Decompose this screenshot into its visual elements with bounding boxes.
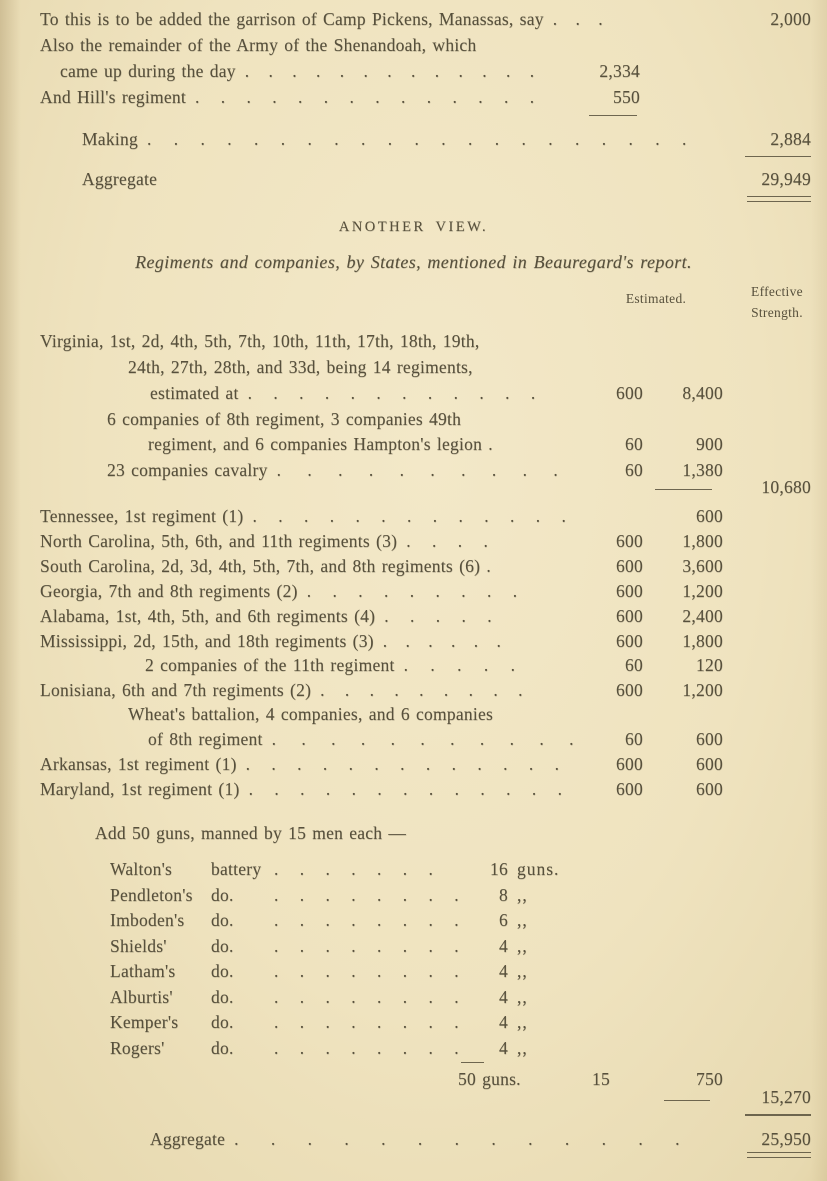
effective-value: 1,380 — [682, 460, 723, 480]
gun-count: 4 — [499, 1038, 508, 1058]
dot-leader: . . . . . . . . . — [306, 581, 518, 601]
dot-leader: . . . . . . . . — [274, 910, 459, 930]
entry-label: of 8th regiment — [148, 729, 263, 749]
entry-label: came up during the day — [60, 61, 236, 81]
entry-label: Arkansas, 1st regiment (1) — [40, 754, 237, 774]
dot-leader: . . . . . . . . . . — [276, 460, 558, 480]
dot-leader: . . . . . . . . . . . . . — [245, 754, 560, 774]
dot-leader: . . . . . . . . . . . . . — [252, 506, 566, 526]
battery-row — [0, 935, 827, 959]
table-row — [0, 753, 827, 777]
table-row — [0, 605, 827, 629]
battery-row — [0, 960, 827, 984]
estimated-value: 600 — [616, 779, 643, 799]
effective-value: 900 — [696, 434, 723, 454]
dot-leader: . . . . . . . . . . . . . — [234, 1129, 680, 1149]
entry-label: 24th, 27th, 28th, and 33d, being 14 regiments, — [128, 357, 473, 377]
entry-label: Tennessee, 1st regiment (1) — [40, 506, 244, 526]
battery-ditto: do. — [211, 910, 234, 930]
battery-row — [0, 986, 827, 1010]
amount-value: 25,950 — [761, 1129, 811, 1149]
gun-count: 4 — [499, 1012, 508, 1032]
dot-leader: . . . . . . . . . . . . . — [244, 61, 535, 81]
table-row — [0, 778, 827, 802]
table-row — [0, 555, 827, 579]
subtotal-row — [0, 1086, 827, 1110]
column-header-estimated: Estimated. — [625, 291, 687, 306]
entry-label: Wheat's battalion, 4 companies, and 6 companies — [128, 704, 494, 724]
effective-value: 600 — [696, 754, 723, 774]
battery-ditto: do. — [211, 987, 234, 1007]
estimated-value: 600 — [616, 606, 643, 626]
table-row — [0, 356, 827, 380]
dot-leader: . . . . . . — [382, 631, 501, 651]
gun-unit: ,, — [517, 961, 528, 981]
dot-leader: . . . . . — [384, 606, 492, 626]
section-heading: ANOTHER VIEW. — [338, 219, 489, 235]
amount-value: 2,884 — [770, 129, 811, 149]
entry-label: Making — [82, 129, 138, 149]
entry-label: 6 companies of 8th regiment, 3 companies 49th — [107, 409, 462, 429]
gun-count: 8 — [499, 885, 508, 905]
entry-label: Also the remainder of the Army of the Shenandoah, which — [40, 35, 477, 55]
entry-row — [0, 60, 827, 84]
gun-unit: guns. — [517, 859, 560, 879]
entry-row — [0, 86, 827, 110]
entry-label: To this is to be added the garrison of Camp Pickens, Manassas, say — [40, 9, 544, 29]
table-row — [0, 330, 827, 354]
effective-value: 8,400 — [682, 383, 723, 403]
estimated-value: 60 — [625, 655, 643, 675]
table-row — [0, 408, 827, 432]
entry-label: estimated at — [150, 383, 239, 403]
total-value: 10,680 — [761, 477, 811, 497]
gun-count: 6 — [499, 910, 508, 930]
column-header-effective-line1: Effective — [751, 284, 803, 299]
dot-leader: . . . . . . . . — [274, 1012, 459, 1032]
dot-leader: . . . . . . . . — [274, 961, 459, 981]
guns-intro: Add 50 guns, manned by 15 men each — — [95, 823, 407, 843]
entry-label: Alabama, 1st, 4th, 5th, and 6th regiments (4) — [40, 606, 376, 626]
table-row — [0, 505, 827, 529]
estimated-value: 600 — [616, 754, 643, 774]
gun-unit: ,, — [517, 1038, 528, 1058]
amount-value: 550 — [613, 87, 640, 107]
sum-rule — [589, 115, 637, 116]
guns-total-label: 50 guns. — [458, 1069, 521, 1089]
dot-leader: . . . . . — [403, 655, 515, 675]
battery-row — [0, 909, 827, 933]
estimated-value: 600 — [616, 556, 643, 576]
sum-rule — [745, 156, 811, 157]
dot-leader: . . . . . . . . . . . . . — [248, 779, 562, 799]
sum-rule — [745, 1114, 811, 1116]
entry-row — [0, 128, 827, 152]
battery-name: Walton's — [110, 859, 173, 879]
dot-leader: . . . . . . . . . — [320, 680, 523, 700]
entry-label: North Carolina, 5th, 6th, and 11th regiments (3) — [40, 531, 398, 551]
estimated-value: 600 — [616, 383, 643, 403]
battery-ditto: do. — [211, 1012, 234, 1032]
gun-count: 4 — [499, 936, 508, 956]
battery-name: Pendleton's — [110, 885, 193, 905]
dot-leader: . . . . . . . . — [274, 936, 459, 956]
table-caption: Regiments and companies, by States, mentioned in Beauregard's report. — [135, 252, 692, 272]
gun-count: 16 — [490, 859, 508, 879]
estimated-value: 600 — [616, 581, 643, 601]
effective-value: 1,200 — [682, 680, 723, 700]
battery-name: Alburtis' — [110, 987, 173, 1007]
effective-value: 1,200 — [682, 581, 723, 601]
effective-value: 2,400 — [682, 606, 723, 626]
dot-leader: . . . . . . . . — [274, 885, 459, 905]
effective-value: 1,800 — [682, 631, 723, 651]
dot-leader: . . . . . . . . . . . . — [247, 383, 536, 403]
total-value: 15,270 — [761, 1087, 811, 1107]
double-rule — [747, 1152, 811, 1158]
gun-count: 4 — [499, 961, 508, 981]
battery-ditto: do. — [211, 936, 234, 956]
table-row — [0, 382, 827, 406]
battery-ditto: do. — [211, 885, 234, 905]
entry-row — [0, 8, 827, 32]
entry-label: 23 companies cavalry — [107, 460, 268, 480]
entry-label: 2 companies of the 11th regiment — [145, 655, 395, 675]
table-row — [0, 679, 827, 703]
dot-leader: . . . — [552, 9, 603, 29]
battery-name: Shields' — [110, 936, 167, 956]
entry-label: Lonisiana, 6th and 7th regiments (2) — [40, 680, 312, 700]
double-rule — [747, 196, 811, 202]
battery-row — [0, 1037, 827, 1061]
entry-label: And Hill's regiment — [40, 87, 187, 107]
subtotal-row — [0, 476, 827, 500]
battery-row — [0, 858, 827, 882]
battery-row — [0, 1011, 827, 1035]
dot-leader: . . . . . . . . — [274, 1038, 459, 1058]
estimated-value: 60 — [625, 434, 643, 454]
entry-row — [0, 168, 827, 192]
table-row — [0, 580, 827, 604]
effective-value: 600 — [696, 506, 723, 526]
effective-value: 600 — [696, 729, 723, 749]
effective-value: 3,600 — [682, 556, 723, 576]
effective-value: 600 — [696, 779, 723, 799]
column-header-effective-line2: Strength. — [751, 305, 803, 320]
gun-unit: ,, — [517, 936, 528, 956]
entry-label: Mississippi, 2d, 15th, and 18th regiments (3) — [40, 631, 374, 651]
entry-label: Virginia, 1st, 2d, 4th, 5th, 7th, 10th, 11th, 17th, 18th, 19th, — [40, 331, 480, 351]
battery-name: Kemper's — [110, 1012, 179, 1032]
men-total-value: 750 — [696, 1069, 723, 1089]
gun-unit: ,, — [517, 885, 528, 905]
battery-row — [0, 884, 827, 908]
battery-name: Imboden's — [110, 910, 185, 930]
entry-label: Maryland, 1st regiment (1) — [40, 779, 240, 799]
table-row — [0, 630, 827, 654]
battery-name: Rogers' — [110, 1038, 165, 1058]
entry-label: regiment, and 6 companies Hampton's legion . — [148, 434, 493, 454]
estimated-value: 600 — [616, 631, 643, 651]
gun-count: 4 — [499, 987, 508, 1007]
entry-row — [0, 34, 827, 58]
battery-ditto: do. — [211, 1038, 234, 1058]
amount-value: 2,000 — [770, 9, 811, 29]
dot-leader: . . . . . . . . . . . — [271, 729, 574, 749]
effective-value: 1,800 — [682, 531, 723, 551]
amount-value: 29,949 — [761, 169, 811, 189]
battery-ditto: battery — [211, 859, 262, 879]
dot-leader: . . . . . . . . . . . . . . . . . . . . . — [146, 129, 687, 149]
entry-label: Aggregate — [150, 1129, 226, 1149]
table-row — [0, 530, 827, 554]
effective-value: 120 — [696, 655, 723, 675]
dot-leader: . . . . — [406, 531, 488, 551]
men-per-gun-value: 15 — [592, 1069, 610, 1089]
gun-unit: ,, — [517, 1012, 528, 1032]
table-row — [0, 728, 827, 752]
estimated-value: 600 — [616, 680, 643, 700]
gun-unit: ,, — [517, 987, 528, 1007]
battery-name: Latham's — [110, 961, 176, 981]
entry-row — [0, 1128, 827, 1152]
table-row — [0, 703, 827, 727]
table-row — [0, 433, 827, 457]
entry-label: Georgia, 7th and 8th regiments (2) — [40, 581, 298, 601]
estimated-value: 600 — [616, 531, 643, 551]
dot-leader: . . . . . . . . — [274, 987, 459, 1007]
estimated-value: 60 — [625, 460, 643, 480]
estimated-value: 60 — [625, 729, 643, 749]
battery-ditto: do. — [211, 961, 234, 981]
entry-label: South Carolina, 2d, 3d, 4th, 5th, 7th, and 8th regiments (6) . — [40, 556, 491, 576]
table-row — [0, 654, 827, 678]
entry-label: Aggregate — [82, 169, 158, 189]
amount-value: 2,334 — [599, 61, 640, 81]
dot-leader: . . . . . . . . . . . . . . — [195, 87, 535, 107]
gun-unit: ,, — [517, 910, 528, 930]
sum-rule — [461, 1062, 484, 1063]
dot-leader: . . . . . . . — [274, 859, 433, 879]
